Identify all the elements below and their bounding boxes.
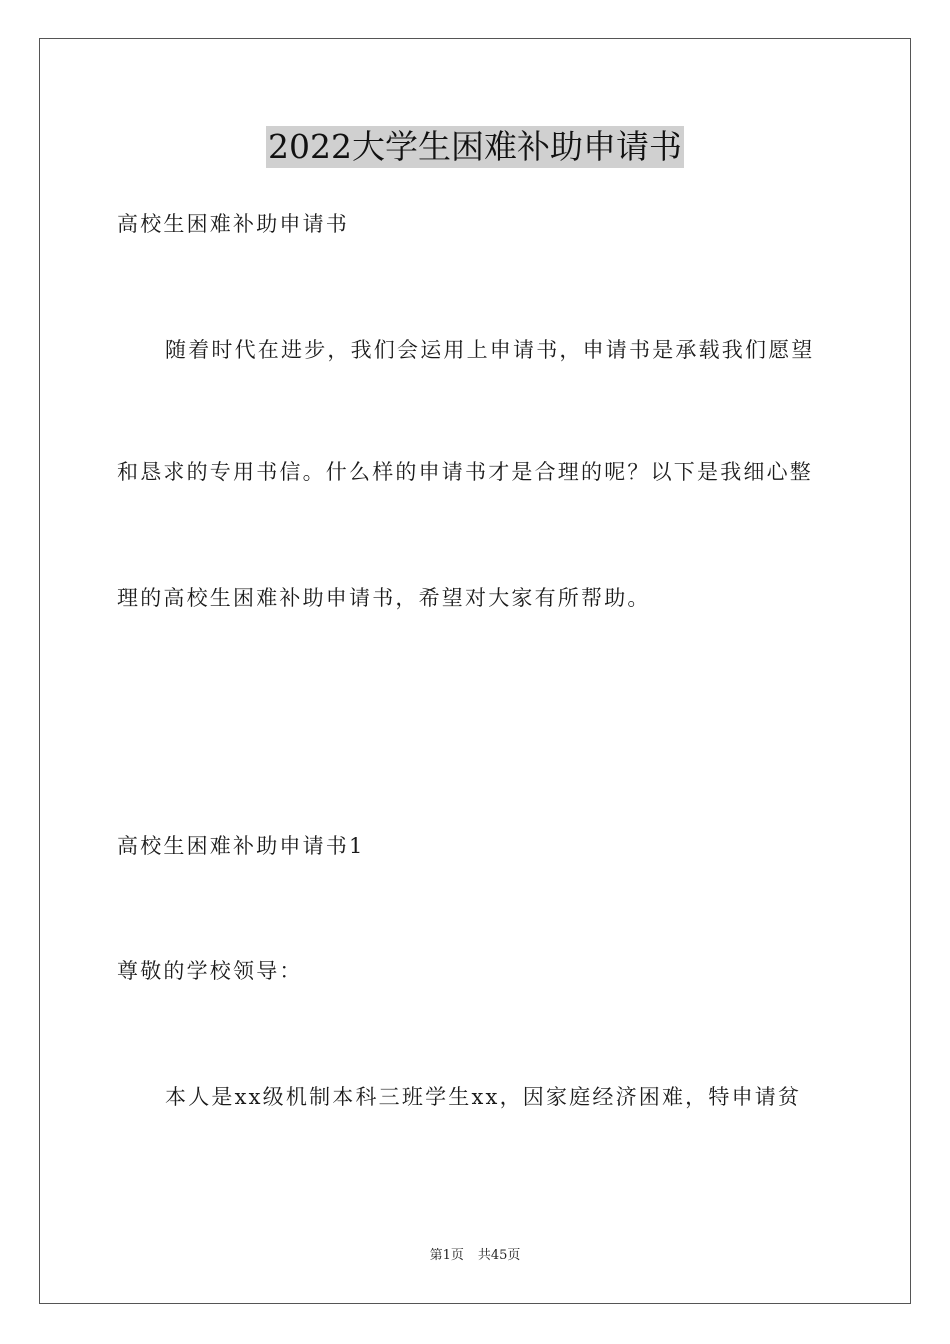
- salutation: 尊敬的学校领导：: [117, 959, 303, 983]
- body-line-1: 本人是xx级机制本科三班学生xx，因家庭经济困难，特申请贫: [165, 1085, 802, 1109]
- letter-heading: 高校生困难补助申请书1: [117, 834, 365, 858]
- page-number: 第1页: [429, 1248, 464, 1263]
- page-total: 共45页: [477, 1248, 521, 1263]
- section-heading: 高校生困难补助申请书: [117, 212, 349, 236]
- page-footer: [0, 1247, 950, 1265]
- intro-line-2: 和恳求的专用书信。什么样的申请书才是合理的呢？以下是我细心整: [117, 460, 813, 484]
- intro-line-1: 随着时代在进步，我们会运用上申请书，申请书是承载我们愿望: [165, 338, 815, 362]
- document-title: 2022大学生困难补助申请书: [268, 127, 682, 166]
- title-container: [0, 126, 950, 168]
- intro-line-3: 理的高校生困难补助申请书，希望对大家有所帮助。: [117, 586, 651, 610]
